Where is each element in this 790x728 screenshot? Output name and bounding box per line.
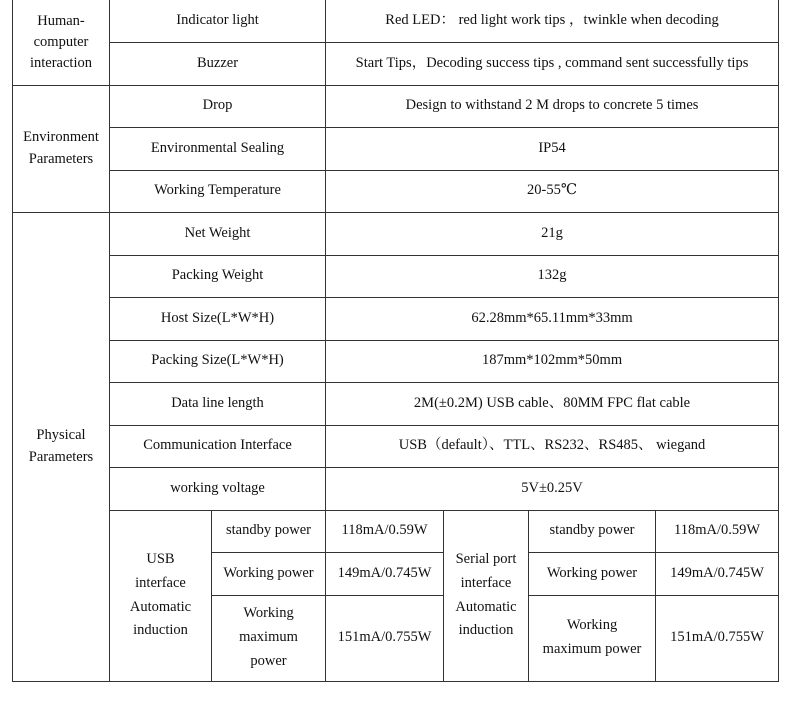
serial-standby-value: 118mA/0.59W (656, 510, 779, 552)
row-label: Packing Weight (110, 255, 326, 297)
spec-table (12, 0, 779, 682)
usb-max-value: 151mA/0.755W (326, 595, 444, 681)
table-row (13, 467, 779, 510)
usb-working-value: 149mA/0.745W (326, 552, 444, 595)
row-label: Drop (110, 85, 326, 127)
serial-working-label: Working power (529, 552, 656, 595)
table-row (13, 85, 779, 127)
table-row (13, 425, 779, 467)
row-label: working voltage (110, 467, 326, 510)
serial-working-value: 149mA/0.745W (656, 552, 779, 595)
usb-working-label: Working power (212, 552, 326, 595)
table-row (13, 212, 779, 255)
row-value: IP54 (326, 127, 779, 170)
usb-standby-value: 118mA/0.59W (326, 510, 444, 552)
row-value: USB（default）、TTL、RS232、RS485、 wiegand (326, 425, 779, 467)
table-row (13, 0, 779, 42)
row-value: 5V±0.25V (326, 467, 779, 510)
row-label: Indicator light (110, 0, 326, 42)
row-value: Design to withstand 2 M drops to concrete 5 times (326, 85, 779, 127)
table-row (13, 510, 779, 552)
serial-standby-label: standby power (529, 510, 656, 552)
row-value: Start Tips，Decoding success tips , command sent successfully tips (326, 42, 779, 85)
row-value: 187mm*102mm*50mm (326, 340, 779, 382)
row-label: Working Temperature (110, 170, 326, 212)
table-row (13, 170, 779, 212)
row-label: Packing Size(L*W*H) (110, 340, 326, 382)
row-value: 2M(±0.2M) USB cable、80MM FPC flat cable (326, 382, 779, 425)
row-value: 21g (326, 212, 779, 255)
group-hci: Human- computer interaction (13, 0, 110, 85)
row-label: Host Size(L*W*H) (110, 297, 326, 340)
group-physical: Physical Parameters (13, 212, 110, 681)
group-env: Environment Parameters (13, 85, 110, 212)
table-row (13, 127, 779, 170)
row-label: Environmental Sealing (110, 127, 326, 170)
table-row (13, 255, 779, 297)
row-value: 132g (326, 255, 779, 297)
usb-standby-label: standby power (212, 510, 326, 552)
row-label: Buzzer (110, 42, 326, 85)
row-value: 20-55℃ (326, 170, 779, 212)
serial-interface-label: Serial port interface Automatic induction (444, 510, 529, 681)
table-row (13, 340, 779, 382)
table-row (13, 42, 779, 85)
usb-interface-label: USB interface Automatic induction (110, 510, 212, 681)
row-label: Net Weight (110, 212, 326, 255)
row-label: Communication Interface (110, 425, 326, 467)
table-row (13, 382, 779, 425)
row-label: Data line length (110, 382, 326, 425)
row-value: 62.28mm*65.11mm*33mm (326, 297, 779, 340)
usb-max-label: Working maximum power (212, 595, 326, 681)
serial-max-value: 151mA/0.755W (656, 595, 779, 681)
serial-max-label: Working maximum power (529, 595, 656, 681)
row-value: Red LED： red light work tips ，twinkle when decoding (326, 0, 779, 42)
table-row (13, 297, 779, 340)
